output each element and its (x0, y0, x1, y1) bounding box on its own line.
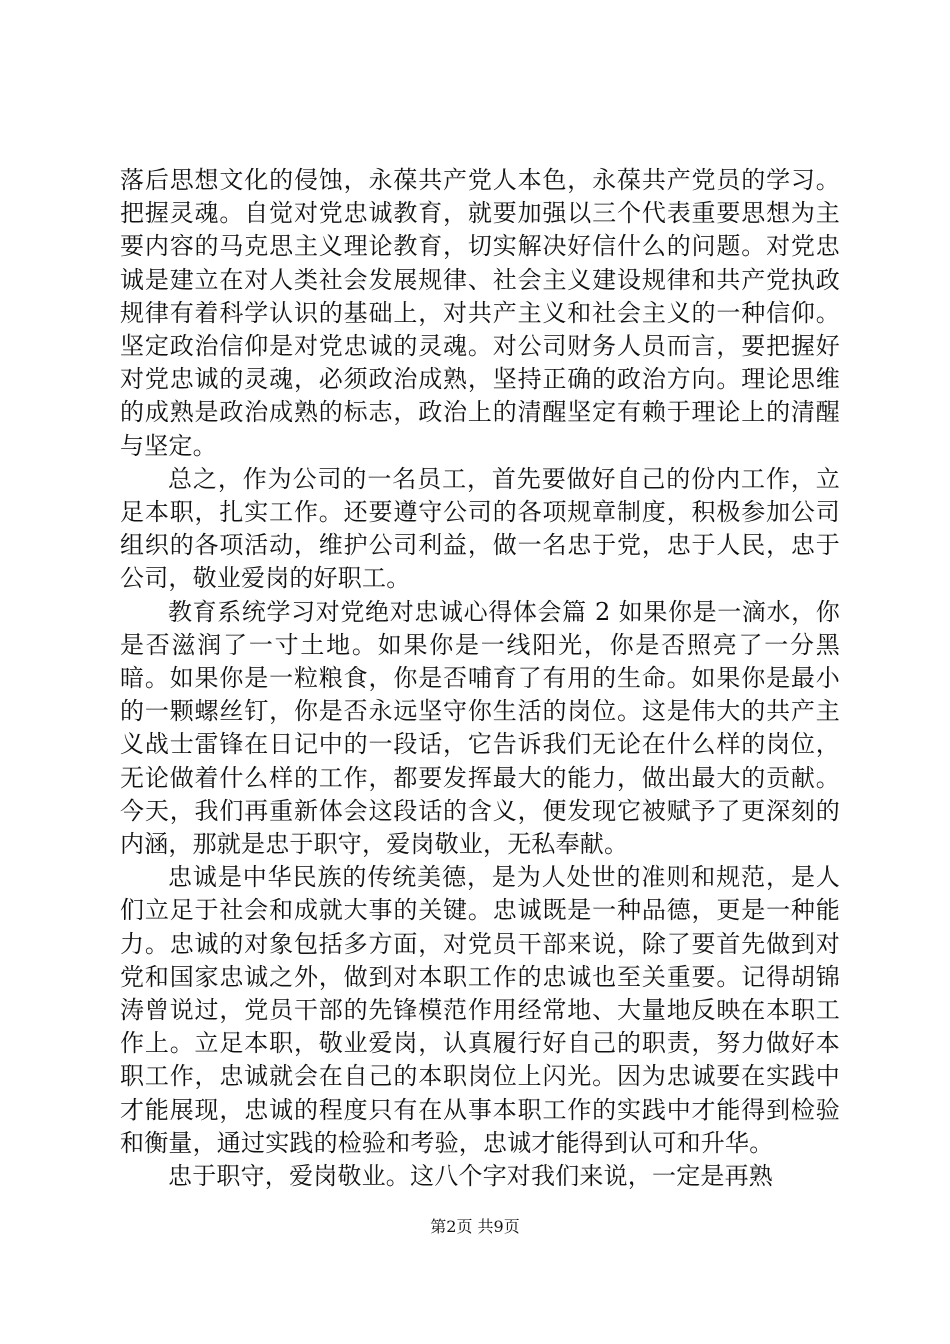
paragraph-loyalty: 忠诚是中华民族的传统美德，是为人处世的准则和规范，是人们立足于社会和成就大事的关键。忠诚既是一种品德，更是一种能力。忠诚的对象包括多方面，对党员干部来说，除了要首先做到对党和国家忠诚之外，做到对本职工作的忠诚也至关重要。记得胡锦涛曾说过，党员干部的先锋模范作用经常地、大量地反映在本职工作上。立足本职，敬业爱岗，认真履行好自己的职责，努力做好本职工作，忠诚就会在自己的本职岗位上闪光。因为忠诚要在实践中才能展现，忠诚的程度只有在从事本职工作的实践中才能得到检验和衡量，通过实践的检验和考验，忠诚才能得到认可和升华。 (120, 863, 840, 1157)
paragraph-summary: 总之，作为公司的一名员工，首先要做好自己的份内工作，立足本职，扎实工作。还要遵守公司的各项规章制度，积极参加公司组织的各项活动，维护公司利益，做一名忠于党，忠于人民，忠于公司，敬业爱岗的好职工。 (120, 464, 840, 593)
paragraph-article-2-intro: 教育系统学习对党绝对忠诚心得体会篇 2 如果你是一滴水，你是否滋润了一寸土地。如果你是一线阳光，你是否照亮了一分黑暗。如果你是一粒粮食，你是否哺育了有用的生命。如果你是最小的一颗螺丝钉，你是否永远坚守你生活的岗位。这是伟大的共产主义战士雷锋在日记中的一段话，它告诉我们无论在什么样的岗位，无论做着什么样的工作，都要发挥最大的能力，做出最大的贡献。今天，我们再重新体会这段话的含义，便发现它被赋予了更深刻的内涵，那就是忠于职守，爱岗敬业，无私奉献。 (120, 597, 840, 859)
page-number-footer: 第2页 共9页 (430, 1217, 520, 1236)
document-body (120, 164, 840, 1193)
paragraph-duty: 忠于职守，爱岗敬业。这八个字对我们来说，一定是再熟 (168, 1162, 773, 1191)
paragraph-continued: 落后思想文化的侵蚀，永葆共产党人本色，永葆共产党员的学习。把握灵魂。自觉对党忠诚教育，就要加强以三个代表重要思想为主要内容的马克思主义理论教育，切实解决好信什么的问题。对党忠诚是建立在对人类社会发展规律、社会主义建设规律和共产党执政规律有着科学认识的基础上，对共产主义和社会主义的一种信仰。坚定政治信仰是对党忠诚的灵魂。对公司财务人员而言，要把握好对党忠诚的灵魂，必须政治成熟，坚持正确的政治方向。理论思维的成熟是政治成熟的标志，政治上的清醒坚定有赖于理论上的清醒与坚定。 (120, 166, 840, 460)
